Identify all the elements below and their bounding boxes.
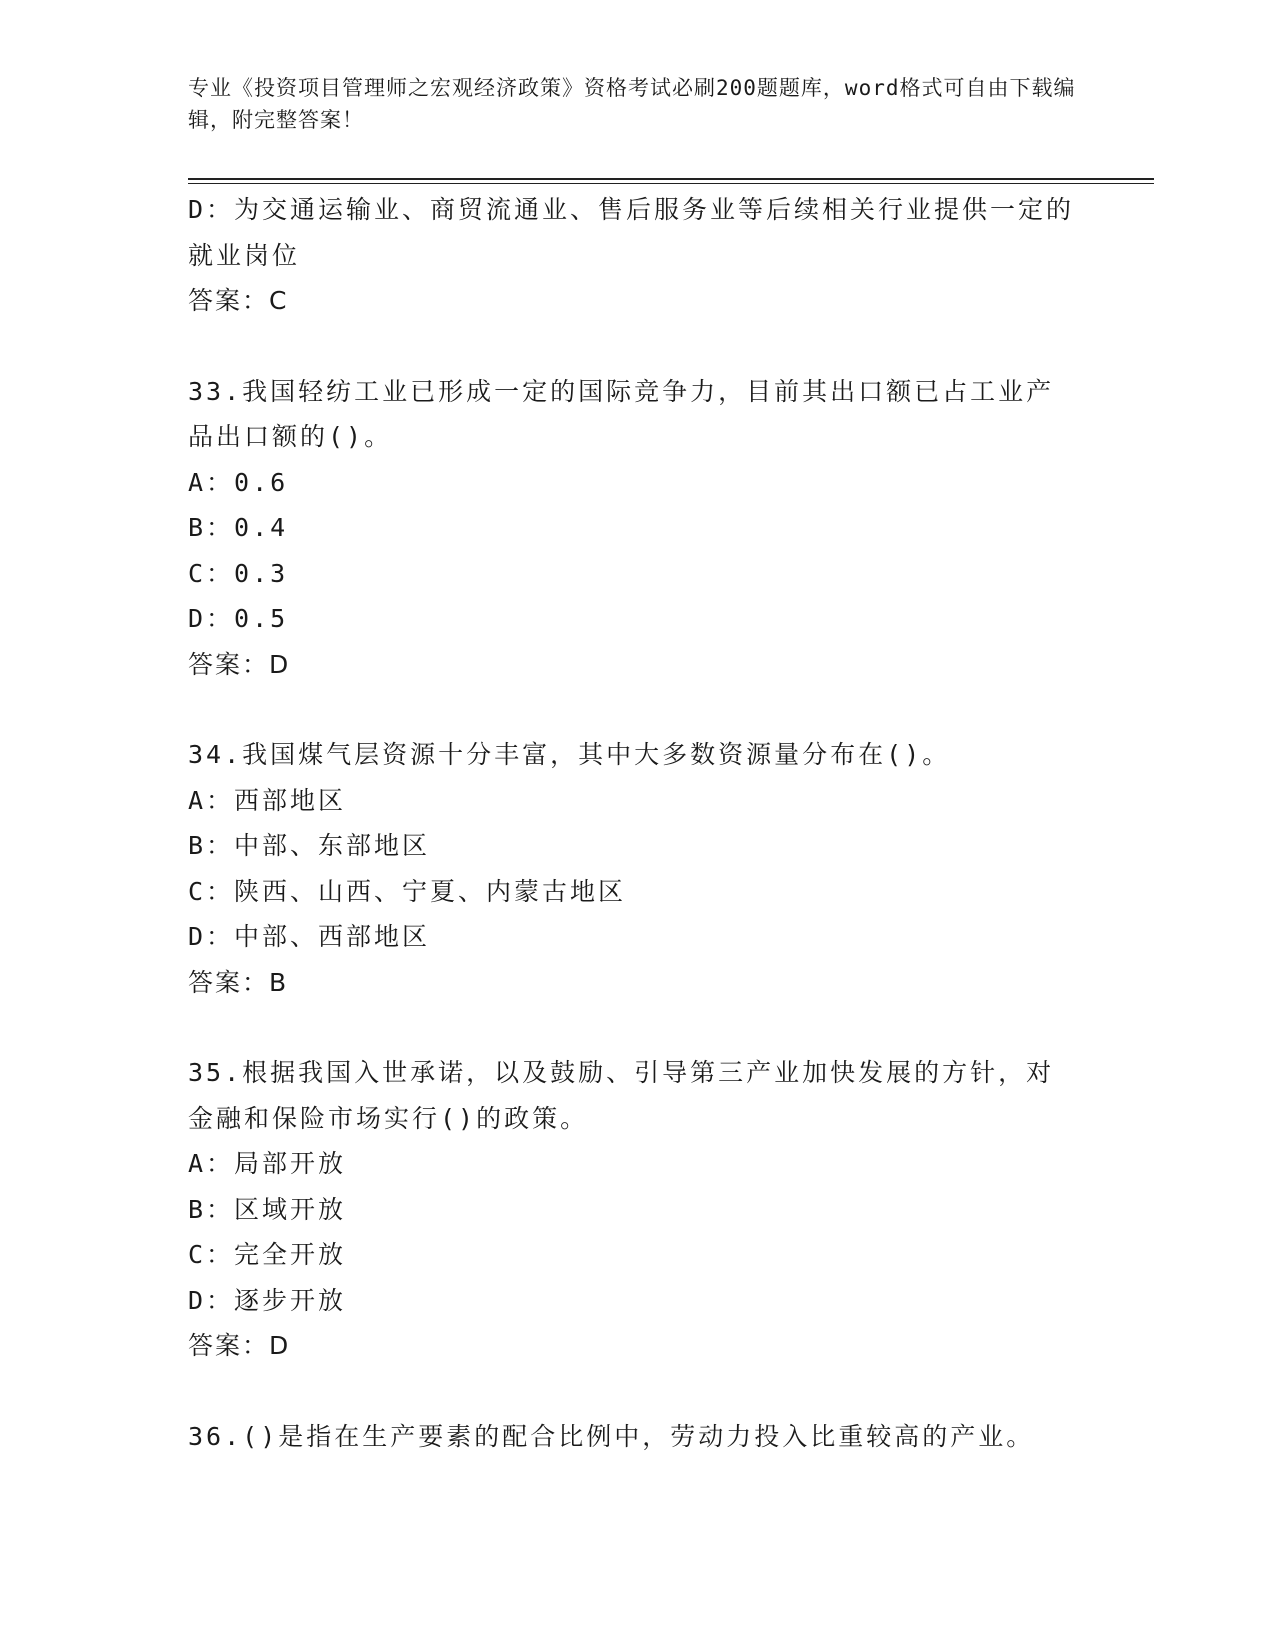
question-33-stem: 33.我国轻纺工业已形成一定的国际竞争力，目前其出口额已占工业产品出口额的()。 — [188, 376, 1055, 451]
previous-question-answer: 答案：C — [188, 286, 289, 315]
question-34-answer: 答案：B — [188, 967, 289, 997]
header-title: 专业《投资项目管理师之宏观经济政策》资格考试必刷200题题库，word格式可自由下载编辑，附完整答案！ — [188, 76, 1076, 132]
question-33-option-d: D：0.5 — [188, 604, 289, 633]
question-35-option-c: C：完全开放 — [188, 1240, 347, 1269]
spacer — [188, 324, 1088, 369]
question-35-answer: 答案：D — [188, 1331, 291, 1360]
spacer — [188, 687, 1088, 732]
spacer — [188, 1005, 1088, 1050]
question-33-option-c: C：0.3 — [188, 558, 289, 588]
question-33-option-a: A：0.6 — [188, 467, 289, 497]
question-33-option-b: B：0.4 — [188, 513, 289, 542]
question-34-stem: 34.我国煤气层资源十分丰富，其中大多数资源量分布在()。 — [188, 740, 951, 769]
question-35-option-d: D：逐步开放 — [188, 1285, 347, 1315]
page-header — [188, 72, 1088, 136]
question-35-option-a: A：局部开放 — [188, 1149, 347, 1178]
question-34-option-d: D：中部、西部地区 — [188, 922, 431, 951]
question-34-option-b: B：中部、东部地区 — [188, 831, 431, 860]
document-body — [188, 187, 1088, 1459]
previous-question-option-d: D：为交通运输业、商贸流通业、售后服务业等后续相关行业提供一定的就业岗位 — [188, 195, 1075, 270]
question-36-stem: 36.()是指在生产要素的配合比例中，劳动力投入比重较高的产业。 — [188, 1421, 1035, 1451]
spacer — [188, 1369, 1088, 1414]
question-35-option-b: B：区域开放 — [188, 1194, 347, 1224]
question-35-stem: 35.根据我国入世承诺，以及鼓励、引导第三产业加快发展的方针，对金融和保险市场实行()的政策。 — [188, 1058, 1055, 1133]
question-34-option-a: A：西部地区 — [188, 785, 347, 815]
question-34-option-c: C：陕西、山西、宁夏、内蒙古地区 — [188, 876, 627, 906]
header-divider-thick — [188, 178, 1154, 180]
header-divider-thin — [188, 183, 1154, 184]
question-33-answer: 答案：D — [188, 649, 291, 679]
